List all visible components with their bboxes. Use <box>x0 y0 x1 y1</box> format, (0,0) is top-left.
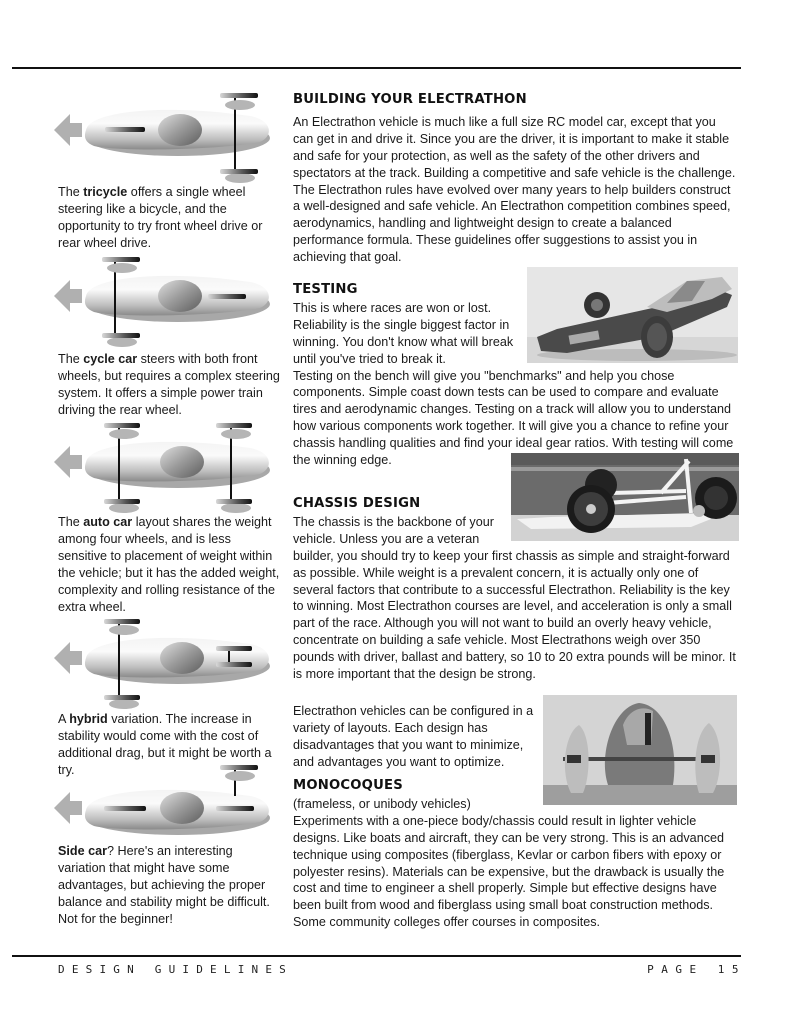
section-title: TESTING <box>293 282 358 297</box>
section-title: CHASSIS DESIGN <box>293 496 421 511</box>
footer-rule <box>12 955 741 957</box>
front-wheel-icon <box>105 127 145 132</box>
cycle-car-diagram <box>50 254 275 349</box>
rear-wheel-icon <box>216 646 252 651</box>
section-testing <box>293 282 739 469</box>
front-wheel-icon <box>102 333 140 338</box>
rear-wheel-icon <box>216 499 252 504</box>
direction-arrow-icon <box>54 280 82 312</box>
section-title: MONOCOQUES <box>293 778 403 793</box>
cycle-car-caption: The cycle car steers with both front wheels, but requires a complex steering system. It offers a simple power train driving the rear wheel. <box>58 352 280 417</box>
section-body: Testing on the bench will give you "benchmarks" and help you chose components. Simple coast down tests can be used to compare and evaluate tires and aerodynamic changes. Testing on a track will allow you to understand how various components work together. It will give you a chance to refine your chassis handling qualities and find your ideal gear ratios. With testing will come the winning edge. <box>293 368 734 468</box>
hybrid-caption: A hybrid variation. The increase in stability would come with the cost of additional drag, but it might be worth a try. <box>58 712 272 777</box>
direction-arrow-icon <box>54 114 82 146</box>
tricycle-diagram <box>50 90 275 185</box>
side-car-diagram <box>50 764 275 844</box>
section-monocoques <box>293 778 739 931</box>
header-rule <box>12 67 741 69</box>
direction-arrow-icon <box>54 642 82 674</box>
front-wheel-icon <box>104 806 146 811</box>
section-building <box>293 92 739 266</box>
section-chassis <box>293 496 739 683</box>
front-wheel-icon <box>104 695 140 700</box>
hybrid-diagram <box>50 616 275 711</box>
section-body-wrap: This is where races are won or lost. Reliability is the single biggest factor in winning. You don't know what will break until you've tried to break it. <box>293 300 514 366</box>
section-body: Experiments with a one-piece body/chassis could result in lighter vehicle designs. Like boats and aircraft, they can be very strong. This is an advanced technique using composites (fiberglass, Kevlar or carbon fibers with epoxy or polyester resins). Materials can be expensive, but the drawback is usually the cost and time to engineer a shell properly. Simple but effective designs have been built from wood and fiberglass using small boat construction methods. Some community colleges offer courses in composites. <box>293 813 725 930</box>
section-body-wrap: The chassis is the backbone of your vehicle. Unless you are a veteran <box>293 514 494 546</box>
auto-car-caption: The auto car layout shares the weight among four wheels, and is less sensitive to placement of weight within the vehicle; but it has the added weight, complexity and rolling resistance of the extra wheel. <box>58 515 280 614</box>
section-subtitle: (frameless, or unibody vehicles) <box>293 796 471 811</box>
front-wheel-icon <box>102 257 140 262</box>
front-wheel-icon <box>104 499 140 504</box>
front-wheel-icon <box>104 423 140 428</box>
section-body: Electrathon vehicles can be configured in a variety of layouts. Each design has disadvantages that you want to minimize, and advantages you want to optimize. <box>293 704 534 769</box>
auto-car-diagram <box>50 420 275 515</box>
section-body: builder, you should try to keep your first chassis as simple and straight-forward as possible. While weight is a prevalent concern, it is actually only one of several factors that contribute to a successful Electrathon. Reliability is the key to winning. Most Electrathon courses are level, and acceleration is only a small part of the race. Although you will not want to build an overly heavy vehicle, concentrate on building a safe vehicle. Most Electrathons weigh over 350 pounds with driver, ballast and battery, so 10 to 20 extra pounds will be minor. It is more important that the design be strong. <box>293 548 736 682</box>
direction-arrow-icon <box>54 792 82 824</box>
section-body: An Electrathon vehicle is much like a full size RC model car, except that you can get in and drive it. Since you are the driver, it is important to make it stable and safe for your protection, as well as the safety of the other drivers and spectators at the track. Building a competitive and safe vehicle is the challenge. The Electrathon rules have evolved over many years to help builders construct a well-designed and safe vehicle. An Electrathon competition combines speed, aerodynamics, handling and lightweight design to create a balanced performance formula. These guidelines offer suggestions to assist you in achieving that goal. <box>293 114 736 265</box>
rear-wheel-icon <box>220 169 258 174</box>
direction-arrow-icon <box>54 446 82 478</box>
rear-wheel-icon <box>216 806 254 811</box>
page-number: PAGE 15 <box>647 963 746 976</box>
section-title: BUILDING YOUR ELECTRATHON <box>293 92 527 107</box>
rear-wheel-icon <box>220 93 258 98</box>
section-layouts <box>293 703 739 771</box>
rear-wheel-icon <box>216 662 252 667</box>
tricycle-caption: The tricycle offers a single wheel steering like a bicycle, and the opportunity to try front wheel drive or rear wheel drive. <box>58 185 263 250</box>
rear-wheel-icon <box>216 423 252 428</box>
side-car-caption: Side car? Here's an interesting variation that might have some advantages, but achieving the proper balance and stability might be difficult. Not for the beginner! <box>58 844 270 926</box>
footer-title: DESIGN GUIDELINES <box>58 963 293 976</box>
front-wheel-icon <box>104 619 140 624</box>
side-wheel-icon <box>220 765 258 770</box>
rear-wheel-icon <box>208 294 246 299</box>
